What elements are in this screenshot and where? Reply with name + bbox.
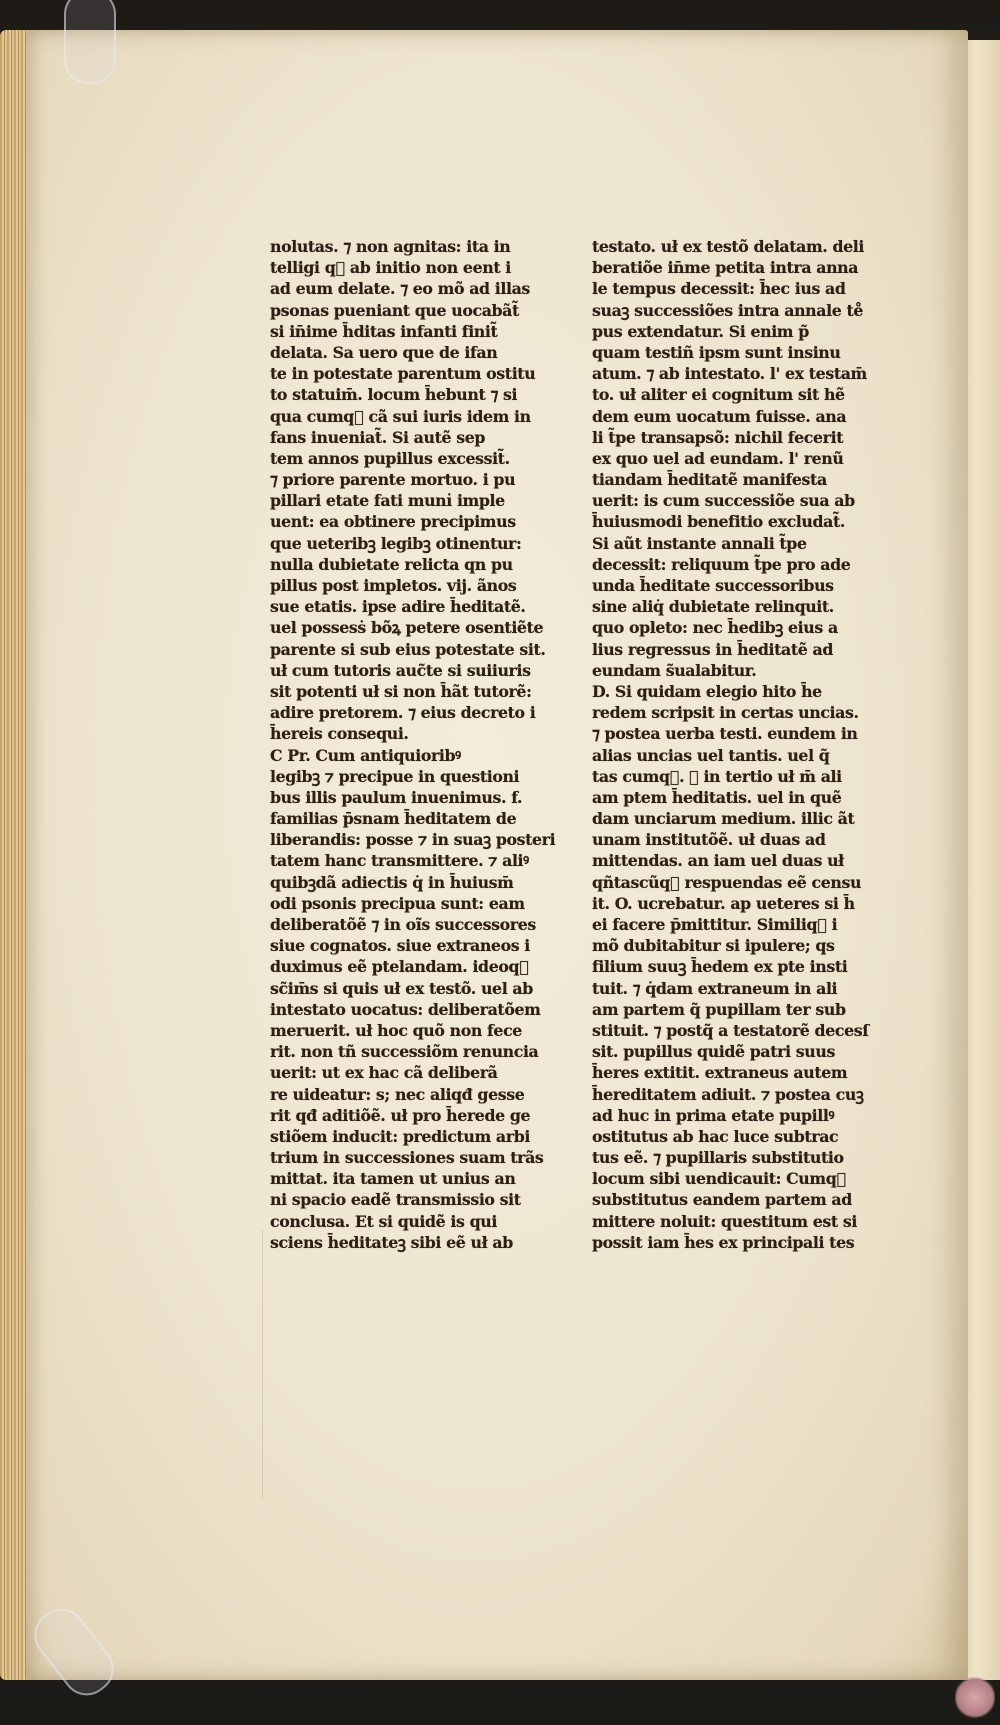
text-line: siue cognatos. siue extraneos i xyxy=(270,936,530,956)
text-line: sc̃im̄s si quis uł ex testõ. uel ab xyxy=(270,978,533,998)
text-line: sue etatis. ipse adire h̄editatẽ. xyxy=(270,597,526,617)
text-line: uerit: is cum successiõe sua ab xyxy=(592,491,855,511)
text-line: ⁊ postea uerba testi. eundem in xyxy=(592,724,858,744)
text-line: fans inueniat̃. Si autẽ sep xyxy=(270,427,486,447)
text-line: ex quo uel ad eundam. l' renũ xyxy=(592,448,844,468)
text-line: decessit: reliquum t̃pe pro ade xyxy=(592,554,851,574)
text-line: Si aũt instante annali t̃pe xyxy=(592,533,807,553)
text-line: h̄ereis consequi. xyxy=(270,724,409,744)
text-line: stituit. ⁊ postq̃ a testatorẽ decesſ xyxy=(592,1020,869,1040)
text-line: duximus eẽ ptelandam. ideoqᷓ xyxy=(270,957,529,977)
text-line: ei facere p̄mittitur. Similiqᷓ i xyxy=(592,915,838,934)
text-line: delata. Sa uero que de ifan xyxy=(270,342,498,362)
text-line: possit iam h̄es ex principali tes xyxy=(592,1232,855,1252)
text-line: telligi qᷓ ab initio non eent i xyxy=(270,258,511,278)
text-line: sciens h̄editateꝫ sibi eẽ uł ab xyxy=(270,1232,513,1252)
text-line: quibꝫdã adiectis q̇ in h̄uiusm̄ xyxy=(270,872,514,892)
text-line: conclusa. Et si quidẽ is qui xyxy=(270,1211,497,1231)
text-line: si in̄ime h̄ditas infanti finit̃ xyxy=(270,321,498,341)
text-line: re uideatur: s; nec aliqđ gesse xyxy=(270,1084,525,1104)
ruling-line xyxy=(262,1230,263,1500)
text-line: nulla dubietate relicta qn pu xyxy=(270,554,513,574)
text-line: mittat. ita tamen ut unius an xyxy=(270,1169,516,1189)
text-line: intestato uocatus: deliberatõem xyxy=(270,999,541,1019)
text-line: dam unciarum medium. illic ãt xyxy=(592,809,855,829)
text-line: liberandis: posse ⁊ in suaꝫ posteri xyxy=(270,830,556,850)
text-line: mittere noluit: questitum est si xyxy=(592,1211,857,1231)
text-line: trium in successiones suam trãs xyxy=(270,1148,544,1168)
text-line: am partem q̃ pupillam ter sub xyxy=(592,999,846,1019)
text-line: te in potestate parentum ostitu xyxy=(270,364,536,384)
text-line: uerit: ut ex hac cã deliberã xyxy=(270,1063,498,1083)
text-line: parente si sub eius potestate sit. xyxy=(270,639,546,659)
text-line: deliberatõẽ ⁊ in oĩs successores xyxy=(270,915,536,934)
text-line: tatem hanc transmittere. ⁊ aliꝰ xyxy=(270,851,529,871)
text-line: it. O. ucrebatur. ap ueteres si h̄ xyxy=(592,893,855,913)
text-line: tus eẽ. ⁊ pupillaris substitutio xyxy=(592,1148,844,1168)
text-line: to. uł aliter ei cognitum sit hẽ xyxy=(592,385,845,405)
text-line: psonas pueniant que uocabãt̃ xyxy=(270,300,519,320)
text-line: legibꝫ ⁊ precipue in questioni xyxy=(270,766,520,786)
text-column-right xyxy=(592,236,882,1253)
text-line: locum sibi uendicauit: Cumqᷓ xyxy=(592,1169,846,1189)
clip-top xyxy=(64,0,116,84)
text-line: ⁊ priore parente mortuo. i pu xyxy=(270,470,516,490)
text-line: pillari etate fati muni̇ imple xyxy=(270,491,505,511)
text-line: eundam s̃ualabitur. xyxy=(592,660,757,680)
text-line: tiandam h̄editatẽ manifesta xyxy=(592,470,827,490)
text-line: rit qđ aditiõẽ. uł pro h̄erede ge xyxy=(270,1105,531,1125)
text-line: am ptem h̄editatis. uel in quẽ xyxy=(592,787,842,807)
text-line: uł cum tutoris auc̃te si suiiuris xyxy=(270,660,531,680)
text-line: familias p̄snam h̄editatem de xyxy=(270,809,517,829)
text-line: ad huc in prima etate pupillꝰ xyxy=(592,1105,835,1125)
text-line: h̄uiusmodi benefitio excludat̃. xyxy=(592,512,845,532)
text-line: dem eum uocatum fuisse. ana xyxy=(592,406,847,426)
text-line: filium suuꝫ h̄edem ex pte insti xyxy=(592,957,848,977)
text-line: quam testiñ ipsm sunt insinu xyxy=(592,342,841,362)
text-line: odi psonis precipua sunt: eam xyxy=(270,893,525,913)
text-line: uel possesṡ bõꝝ petere osentiẽte xyxy=(270,618,544,638)
text-line: bus illis paulum inuenimus. f. xyxy=(270,787,523,807)
text-line: adire pretorem. ⁊ eius decreto i xyxy=(270,703,536,723)
text-line: quo opleto: nec h̄edibꝫ eius a xyxy=(592,618,838,638)
text-line: tas cumqᷓ. ⁊ in tertio uł m̄ ali xyxy=(592,766,842,786)
text-line: redem scripsit in certas uncias. xyxy=(592,703,859,723)
text-line: pillus post impletos. vij. ãnos xyxy=(270,576,517,595)
text-line: testato. uł ex testõ delatam. deli xyxy=(592,237,865,256)
text-line: alias uncias uel tantis. uel q̃ xyxy=(592,745,830,765)
text-line: ni spacio eadẽ transmissio sit xyxy=(270,1190,521,1210)
text-line: D. Si quidam elegio hito h̄e xyxy=(592,681,822,701)
text-column-left xyxy=(270,236,560,1253)
text-line: substitutus eandem partem ad xyxy=(592,1190,852,1210)
text-line: suaꝫ successiões intra annale te̊ xyxy=(592,300,864,320)
text-line: ad eum delate. ⁊ eo mõ ad illas xyxy=(270,279,530,299)
text-line: C Pr. Cum antiquioribꝰ xyxy=(270,745,461,765)
text-line: sit. pupillus quidẽ patri suus xyxy=(592,1042,835,1062)
text-line: tem annos pupillus excessit̃. xyxy=(270,448,510,468)
text-line: unam institutõẽ. uł duas ad xyxy=(592,830,826,850)
text-line: le tempus decessit: h̄ec ius ad xyxy=(592,279,846,299)
text-line: uent: ea obtinere precipimus xyxy=(270,512,516,532)
text-line: qua cumqᷓ cã sui iuris idem in xyxy=(270,406,531,426)
text-line: to statuim̄. locum h̄ebunt ⁊ si xyxy=(270,385,518,405)
text-line: que ueteribꝫ legibꝫ otinentur: xyxy=(270,533,522,553)
text-line: meruerit. uł hoc quõ non fece xyxy=(270,1020,522,1040)
text-line: h̄ereditatem adiuit. ⁊ postea cuꝫ xyxy=(592,1084,864,1104)
text-line: ostitutus ab hac luce subtrac xyxy=(592,1126,839,1146)
text-line: atum. ⁊ ab intestato. l' ex testam̄ xyxy=(592,364,867,384)
text-line: rit. non tñ successiõm renuncia xyxy=(270,1042,539,1062)
text-line: li t̃pe transapsõ: nichil fecerit xyxy=(592,427,844,447)
text-line: unda h̄editate successoribus xyxy=(592,576,834,595)
text-line: qñtascũqᷓ respuendas eẽ censu xyxy=(592,872,862,892)
text-line: sit potenti uł si non h̄ãt tutorẽ: xyxy=(270,681,532,701)
text-line: tuit. ⁊ q̇dam extraneum in ali xyxy=(592,978,838,998)
text-line: lius regressus in h̄editatẽ ad xyxy=(592,639,833,659)
binding-tie xyxy=(955,1675,995,1720)
text-line: beratiõe in̄me petita intra anna xyxy=(592,258,859,278)
text-line: mõ dubitabitur si ipulere; qs xyxy=(592,936,835,956)
text-line: h̄eres extitit. extraneus autem xyxy=(592,1063,848,1083)
text-line: stiõem inducit: predictum arbi xyxy=(270,1126,530,1146)
text-line: nolutas. ⁊ non agnitas: ita in xyxy=(270,237,511,256)
text-line: mittendas. an iam uel duas uł xyxy=(592,851,844,871)
text-line: sine aliq̇ dubietate relinquit. xyxy=(592,597,834,617)
text-line: pus extendatur. Si enim p̃ xyxy=(592,321,809,341)
